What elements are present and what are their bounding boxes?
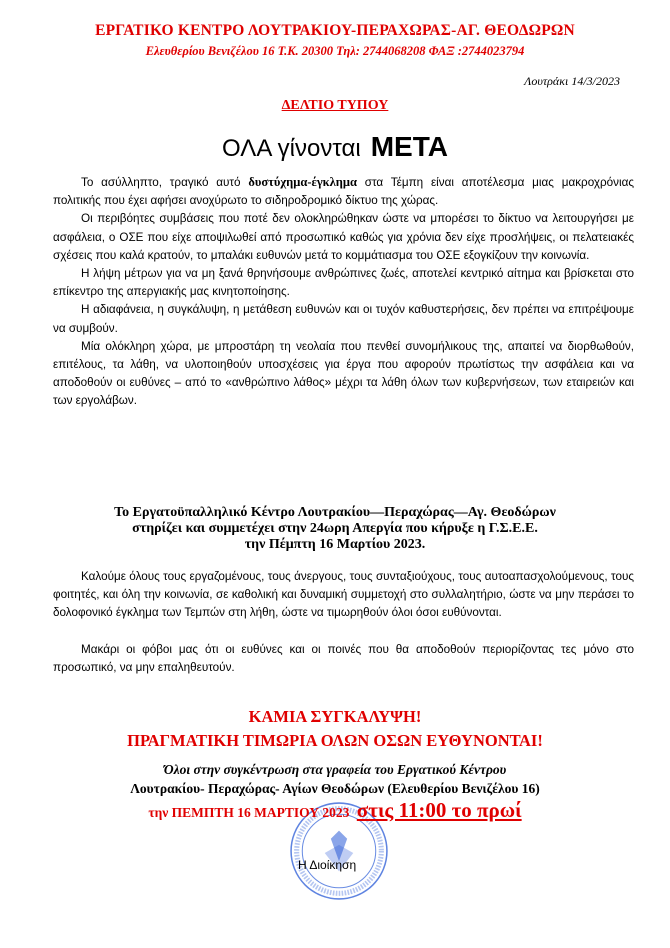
p1-bold: δυστύχημα-έγκλημα (248, 175, 357, 189)
headline (0, 131, 670, 163)
strike-day: την ΠΕΜΠΤΗ 16 ΜΑΡΤΙΟΥ 2023 (148, 805, 353, 820)
headline-part1: ΟΛΑ γίνονται (222, 135, 361, 162)
paragraph-2: Οι περιβόητες συμβάσεις που ποτέ δεν ολοκληρώθηκαν ώστε να μπορέσει το δίκτυο να λειτουργήσει με ασφάλεια, ο ΟΣΕ που είχε αποψιλωθεί από προσωπικό καθώς για χρόνια δεν είχε προσλήψεις, οι πελατειακές σχέσεις που καλά κρατούν, το μπαλάκι ευθυνών μετά το κομμάτιασμα του ΟΣΕ εξογκίζουν την κοινωνία. (53, 212, 634, 262)
slogan-1: ΚΑΜΙΑ ΣΥΓΚΑΛΥΨΗ! (248, 707, 422, 726)
signature: Η Διοίκηση (298, 858, 357, 872)
assembly-info (0, 760, 670, 798)
headline-part2: ΜΕΤΑ (370, 131, 448, 162)
org-name: ΕΡΓΑΤΙΚΟ ΚΕΝΤΡΟ ΛΟΥΤΡΑΚΙΟΥ-ΠΕΡΑΧΩΡΑΣ-ΑΓ. ΘΕΟΔΩΡΩΝ (95, 22, 575, 39)
paragraph-5: Μία ολόκληρη χώρα, με μπροστάρη τη νεολαία που πενθεί συνομήλικους της, απαιτεί να διορθωθούν, επιτέλους, τα λάθη, να υλοποιηθούν υποσχέσεις για έργα που αφορούν πρωτίστως την ασφάλεια και να αποδοθούν οι ευθύνες – από το «ανθρώπινο λάθος» μέχρι τα λάθη όλων των κυβερνήσεων, των εταιρειών και των εργολάβων. (53, 339, 634, 408)
doc-type-title: ΔΕΛΤΙΟ ΤΥΠΟΥ (281, 98, 389, 113)
org-address: Ελευθερίου Βενιζέλου 16 Τ.Κ. 20300 Τηλ: 2744068208 ΦΑΞ :2744023794 (145, 44, 525, 58)
call-paragraph-2: Μακάρι οι φόβοι μας ότι οι ευθύνες και οι ποινές που θα αποδοθούν περιορίζοντας τες μόνο στο προσωπικό, να μην επαληθευτούν. (53, 642, 634, 674)
body-text (53, 173, 634, 411)
p1-text-b: στα Τέμπη είναι αποτέλεσμα μιας μακροχρόνιας πολιτικής που έχει αφήσει ανοχύρωτο το σιδηροδρομικό δίκτυο της χώρας. (53, 176, 634, 208)
support-line-1: Το Εργατοϋπαλληλικό Κέντρο Λουτρακίου—Περαχώρας—Αγ. Θεοδώρων (114, 505, 556, 520)
call-text (53, 568, 634, 677)
paragraph-3: Η λήψη μέτρων για να μη ξανά θρηνήσουμε ανθρώπινες ζωές, αποτελεί κεντρικό αίτημα και βρίσκεται στο επίκεντρο της απεργιακής μας κινητοποίησης. (53, 267, 634, 299)
support-statement (0, 505, 670, 553)
assembly-line-2: Λουτρακίου- Περαχώρας- Αγίων Θεοδώρων (Ελευθερίου Βενιζέλου 16) (130, 781, 540, 796)
date-time (0, 798, 670, 823)
p1-text-a: Το ασύλληπτο, τραγικό αυτό (81, 176, 249, 189)
assembly-line-1: Όλοι στην συγκέντρωση στα γραφεία του Εργατικού Κέντρου (163, 762, 507, 777)
date: Λουτράκι 14/3/2023 (524, 74, 620, 88)
support-line-2: στηρίζει και συμμετέχει στην 24ωρη Απεργία που κήρυξε η Γ.Σ.Ε.Ε. (132, 521, 538, 536)
slogan-2: ΠΡΑΓΜΑΤΙΚΗ ΤΙΜΩΡΙΑ ΟΛΩΝ ΟΣΩΝ ΕΥΘΥΝΟΝΤΑΙ! (127, 731, 543, 750)
call-paragraph-1: Καλούμε όλους τους εργαζομένους, τους άνεργους, τους συνταξιούχους, τους αυτοαπασχολούμενους, τους φοιτητές, και όλη την κοινωνία, σε καθολική και δυναμική συμμετοχή στο συλλαλητήριο, ώστε να μην περάσει το δολοφονικό έγκλημα των Τεμπών στη λήθη, ώστε να τιμωρηθούν όλοι όσοι ευθύνονται. (53, 570, 634, 620)
paragraph-1 (53, 173, 634, 210)
support-line-3: την Πέμπτη 16 Μαρτίου 2023. (244, 537, 426, 552)
strike-time: στις 11:00 το πρωί (356, 798, 522, 822)
paragraph-4: Η αδιαφάνεια, η συγκάλυψη, η μετάθεση ευθυνών και οι τυχόν καθυστερήσεις, δεν πρέπει να επιτρέψουμε να συμβούν. (53, 303, 634, 335)
